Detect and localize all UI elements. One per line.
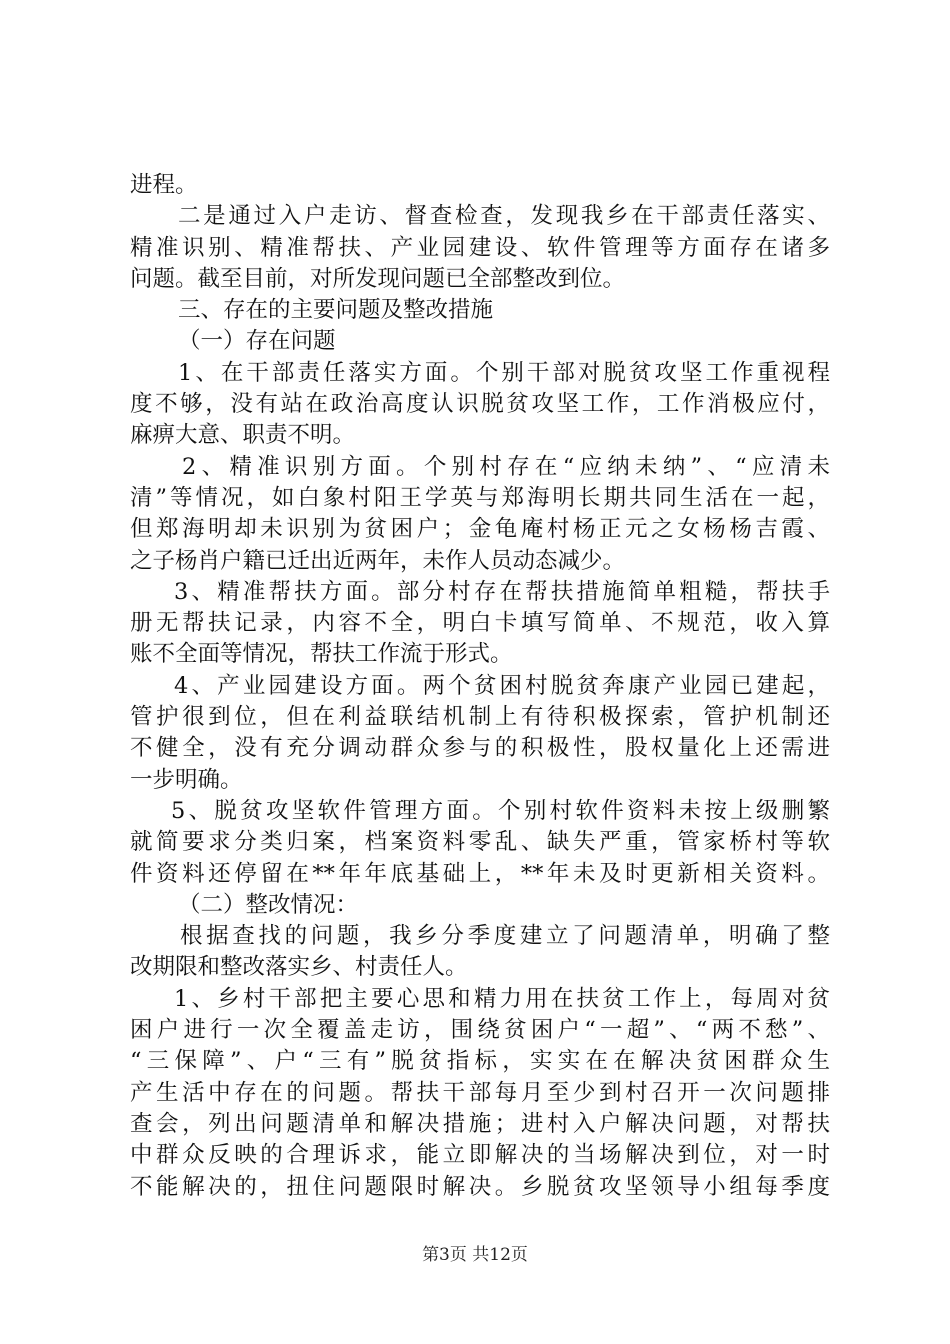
text-line: 问题。截至目前，对所发现问题已全部整改到位。 [130,265,626,292]
text-line: 精准识别、精准帮扶、产业园建设、软件管理等方面存在诸多 [130,234,830,261]
text-line: 2、精准识别方面。个别村存在“应纳未纳”、“应清未 [182,453,830,480]
document-body [130,170,830,1203]
section-heading: 三、存在的主要问题及整改措施 [178,297,494,324]
text-line: 册无帮扶记录，内容不全，明白卡填写简单、不规范，收入算 [130,610,830,637]
text-line: 不能解决的，扭住问题限时解决。乡脱贫攻坚领导小组每季度 [130,1173,830,1200]
text-line: 麻痹大意、职责不明。 [130,422,356,449]
subsection-heading: （二）整改情况： [178,891,359,918]
text-line: 查会，列出问题清单和解决措施；进村入户解决问题，对帮扶 [130,1110,830,1137]
subsection-heading: （一）存在问题 [178,328,336,355]
text-line: 根据查找的问题，我乡分季度建立了问题清单，明确了整 [180,923,830,950]
text-line: 1、乡村干部把主要心思和精力用在扶贫工作上，每周对贫 [174,985,830,1012]
text-line: “三保障”、户“三有”脱贫指标，实实在在解决贫困群众生 [130,1048,830,1075]
text-line: 清”等情况，如白象村阳王学英与郑海明长期共同生活在一起， [130,484,830,511]
text-line: 之子杨肖户籍已迁出近两年，未作人员动态减少。 [130,547,626,574]
text-line: 3、精准帮扶方面。部分村存在帮扶措施简单粗糙，帮扶手 [174,578,830,605]
text-line: 管护很到位，但在利益联结机制上有待积极探索，管护机制还 [130,704,830,731]
text-line: 4、产业园建设方面。两个贫困村脱贫奔康产业园已建起， [174,672,830,699]
text-line: 一步明确。 [130,766,243,793]
text-line: 1、在干部责任落实方面。个别干部对脱贫攻坚工作重视程 [178,359,830,386]
text-line: 不健全，没有充分调动群众参与的积极性，股权量化上还需进 [130,735,830,762]
text-line: 中群众反映的合理诉求，能立即解决的当场解决到位，对一时 [130,1142,830,1169]
text-line: 就简要求分类归案，档案资料零乱、缺失严重，管家桥村等软 [130,829,830,856]
page-footer [0,1240,950,1265]
text-line: 进程。 [130,172,198,198]
text-line: 但郑海明却未识别为贫困户；金龟庵村杨正元之女杨杨吉霞、 [130,516,830,543]
page-number-label: 第3页 共12页 [422,1245,528,1265]
text-line: 改期限和整改落实乡、村责任人。 [130,954,468,981]
text-line: 度不够，没有站在政治高度认识脱贫攻坚工作，工作消极应付， [130,391,830,418]
text-line: 二是通过入户走访、督查检查，发现我乡在干部责任落实、 [178,203,830,230]
text-line: 账不全面等情况，帮扶工作流于形式。 [130,641,513,668]
text-line: 件资料还停留在**年年底基础上，**年未及时更新相关资料。 [130,860,830,887]
text-line: 困户进行一次全覆盖走访，围绕贫困户“一超”、“两不愁”、 [130,1017,830,1044]
text-line: 5、脱贫攻坚软件管理方面。个别村软件资料未按上级删繁 [171,797,830,824]
text-line: 产生活中存在的问题。帮扶干部每月至少到村召开一次问题排 [130,1079,830,1106]
